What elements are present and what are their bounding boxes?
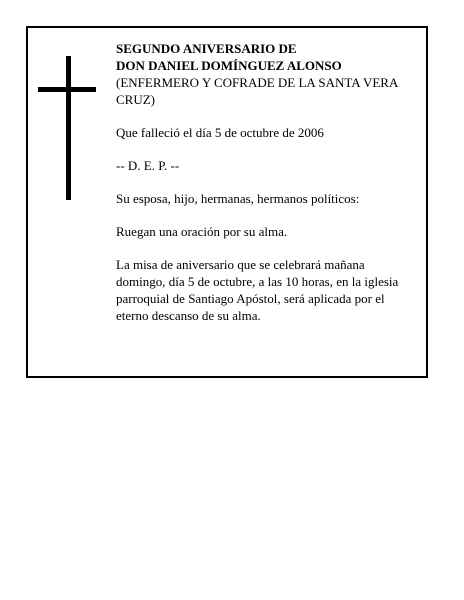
subtitle: (ENFERMERO Y COFRADE DE LA SANTA VERA CRUZ) xyxy=(116,75,398,107)
cross-vertical-bar xyxy=(66,56,71,200)
heading-line-1: SEGUNDO ANIVERSARIO DE xyxy=(116,41,297,56)
family-line: Su esposa, hijo, hermanas, hermanos políticos: xyxy=(116,191,360,206)
prayer-request: Ruegan una oración por su alma. xyxy=(116,224,288,239)
mass-info: La misa de aniversario que se celebrará mañana domingo, día 5 de octubre, a las 10 horas, en la iglesia parroquial de Santiago Apóstol, será aplicada por el eterno descanso de su alma. xyxy=(116,257,399,323)
cross-icon xyxy=(38,56,96,200)
heading-line-2: DON DANIEL DOMÍNGUEZ ALONSO xyxy=(116,58,342,73)
heading-block xyxy=(116,40,416,108)
obituary-text xyxy=(116,40,416,340)
cross-horizontal-bar xyxy=(38,87,96,92)
rip-line: -- D. E. P. -- xyxy=(116,158,180,173)
death-date: Que falleció el día 5 de octubre de 2006 xyxy=(116,125,324,140)
obituary-card xyxy=(26,26,428,378)
